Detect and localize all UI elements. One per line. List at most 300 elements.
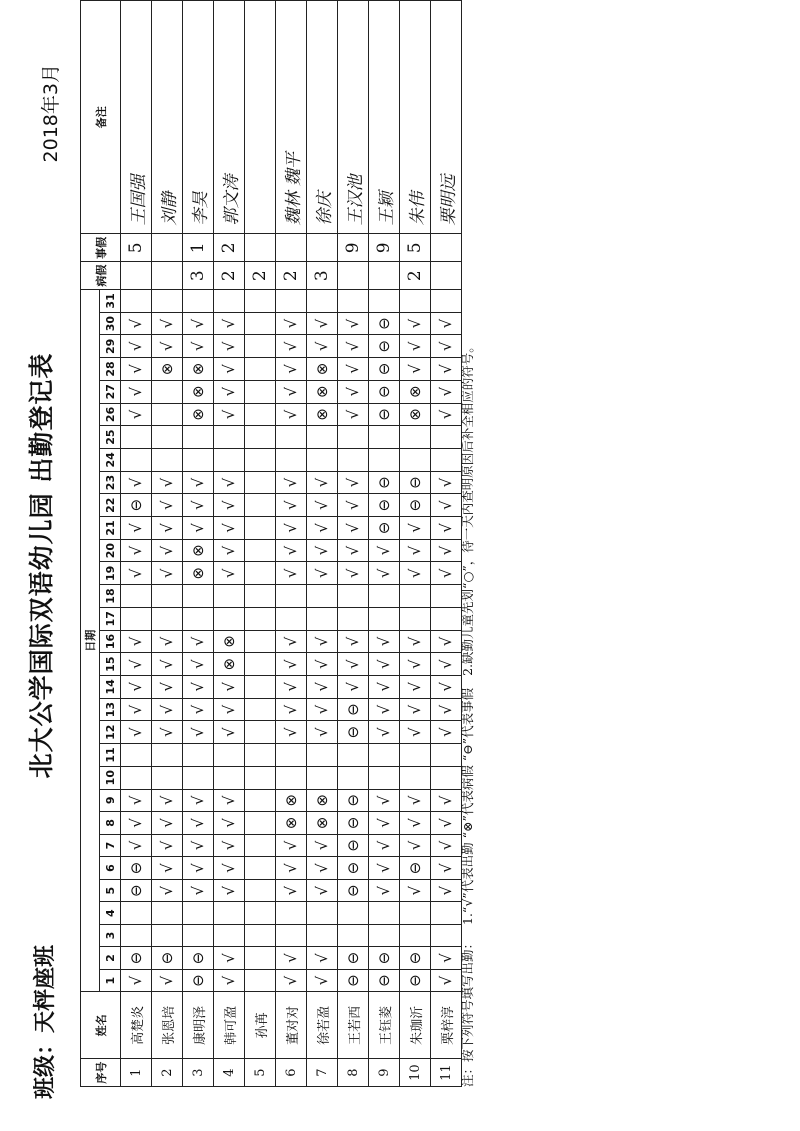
col-remark-header: 备注	[81, 1, 121, 234]
attendance-mark: √	[338, 653, 369, 676]
row-index: 11	[431, 1059, 462, 1087]
attendance-mark: √	[276, 653, 307, 676]
attendance-mark: ⊖	[338, 789, 369, 812]
attendance-mark: √	[121, 834, 152, 857]
day-header: 11	[100, 744, 121, 767]
attendance-mark	[183, 902, 214, 924]
col-personal-header: 事假	[81, 234, 121, 262]
attendance-mark	[245, 426, 276, 449]
attendance-mark: ⊖	[338, 721, 369, 744]
attendance-mark: √	[121, 312, 152, 335]
attendance-mark	[276, 448, 307, 471]
student-name: 张恩培	[152, 992, 183, 1059]
table-row	[369, 1, 400, 1087]
sick-leave-count	[369, 262, 400, 290]
attendance-mark: √	[214, 721, 245, 744]
attendance-mark	[214, 924, 245, 946]
remark-signature: 李昊	[183, 1, 214, 234]
attendance-mark: ⊖	[369, 471, 400, 494]
day-header: 18	[100, 585, 121, 608]
attendance-mark: √	[369, 812, 400, 835]
table-row	[431, 1, 462, 1087]
attendance-mark: ⊖	[121, 857, 152, 880]
attendance-mark	[245, 857, 276, 880]
attendance-mark: √	[121, 539, 152, 562]
attendance-mark: √	[121, 358, 152, 381]
attendance-mark	[307, 585, 338, 608]
attendance-mark	[245, 403, 276, 426]
footnote	[458, 37, 476, 1087]
attendance-mark	[245, 924, 276, 946]
attendance-mark: √	[431, 947, 462, 970]
attendance-mark: ⊖	[183, 947, 214, 970]
attendance-mark	[245, 721, 276, 744]
attendance-mark: √	[121, 676, 152, 699]
attendance-mark	[431, 766, 462, 789]
attendance-mark	[245, 766, 276, 789]
attendance-mark	[338, 766, 369, 789]
attendance-mark: ⊖	[338, 857, 369, 880]
attendance-mark: √	[183, 653, 214, 676]
attendance-mark: √	[307, 857, 338, 880]
attendance-mark: √	[214, 403, 245, 426]
attendance-mark: √	[431, 539, 462, 562]
attendance-mark: √	[276, 403, 307, 426]
attendance-mark	[245, 698, 276, 721]
attendance-mark	[183, 607, 214, 630]
attendance-mark	[152, 902, 183, 924]
sick-leave-count	[338, 262, 369, 290]
personal-leave-count	[276, 234, 307, 262]
attendance-mark: √	[338, 403, 369, 426]
attendance-mark: √	[338, 630, 369, 653]
remark-signature: 朱伟	[400, 1, 431, 234]
personal-leave-count: 1	[183, 234, 214, 262]
attendance-mark: √	[338, 312, 369, 335]
attendance-mark	[152, 403, 183, 426]
attendance-mark	[307, 902, 338, 924]
col-name-header: 姓名	[81, 992, 121, 1059]
attendance-mark: √	[307, 335, 338, 358]
attendance-mark: √	[276, 698, 307, 721]
day-header: 14	[100, 676, 121, 699]
attendance-mark	[152, 924, 183, 946]
attendance-mark: √	[183, 471, 214, 494]
attendance-mark	[214, 766, 245, 789]
attendance-mark: √	[307, 494, 338, 517]
attendance-mark: ⊗	[183, 403, 214, 426]
sick-leave-count: 2	[214, 262, 245, 290]
day-header: 10	[100, 766, 121, 789]
attendance-mark: √	[214, 879, 245, 902]
remark-signature: 魏林 魏平	[276, 1, 307, 234]
attendance-mark: √	[369, 789, 400, 812]
table-row	[121, 1, 152, 1087]
attendance-mark: √	[152, 969, 183, 992]
attendance-mark: ⊖	[400, 471, 431, 494]
attendance-mark	[245, 562, 276, 585]
attendance-mark: √	[431, 857, 462, 880]
attendance-mark	[245, 834, 276, 857]
attendance-table	[80, 0, 462, 1087]
student-name: 康明泽	[183, 992, 214, 1059]
personal-leave-count	[307, 234, 338, 262]
attendance-mark: √	[276, 879, 307, 902]
attendance-mark: √	[152, 539, 183, 562]
student-name: 朱珈沂	[400, 992, 431, 1059]
attendance-mark: √	[431, 721, 462, 744]
attendance-mark: ⊖	[400, 494, 431, 517]
attendance-mark	[307, 924, 338, 946]
attendance-mark	[245, 902, 276, 924]
day-header: 26	[100, 403, 121, 426]
table-row	[245, 1, 276, 1087]
attendance-mark	[369, 426, 400, 449]
attendance-mark	[245, 812, 276, 835]
row-index: 9	[369, 1059, 400, 1087]
attendance-mark	[245, 630, 276, 653]
attendance-mark: √	[369, 834, 400, 857]
attendance-mark: √	[121, 335, 152, 358]
attendance-mark: √	[400, 721, 431, 744]
attendance-mark	[400, 290, 431, 313]
day-header: 19	[100, 562, 121, 585]
personal-leave-count: 5	[121, 234, 152, 262]
attendance-mark: √	[183, 812, 214, 835]
attendance-mark	[307, 607, 338, 630]
col-index-header: 序号	[81, 1059, 121, 1087]
attendance-mark	[369, 448, 400, 471]
attendance-mark	[276, 924, 307, 946]
attendance-mark: √	[431, 358, 462, 381]
attendance-mark: √	[214, 539, 245, 562]
attendance-mark: √	[400, 562, 431, 585]
attendance-mark	[245, 653, 276, 676]
personal-leave-count	[431, 234, 462, 262]
note-item-2: 2.缺勤儿童先划“○”，待一天内查明原因后补全相应的符号。	[460, 340, 475, 676]
attendance-mark	[245, 744, 276, 767]
attendance-mark	[214, 585, 245, 608]
attendance-mark	[183, 744, 214, 767]
attendance-mark: √	[121, 812, 152, 835]
attendance-mark: ⊖	[400, 969, 431, 992]
attendance-mark: √	[369, 879, 400, 902]
attendance-mark: √	[431, 471, 462, 494]
attendance-mark: √	[183, 721, 214, 744]
attendance-mark: √	[152, 335, 183, 358]
attendance-mark: √	[338, 562, 369, 585]
attendance-mark	[431, 744, 462, 767]
attendance-mark	[152, 744, 183, 767]
attendance-mark	[245, 879, 276, 902]
attendance-mark: √	[214, 312, 245, 335]
row-index: 6	[276, 1059, 307, 1087]
table-row	[307, 1, 338, 1087]
attendance-mark: √	[276, 539, 307, 562]
attendance-mark: √	[338, 471, 369, 494]
attendance-mark: √	[121, 562, 152, 585]
attendance-mark: √	[307, 630, 338, 653]
attendance-mark	[307, 290, 338, 313]
attendance-mark: √	[400, 358, 431, 381]
attendance-mark: √	[400, 539, 431, 562]
attendance-mark	[245, 448, 276, 471]
attendance-mark	[121, 290, 152, 313]
attendance-mark	[276, 902, 307, 924]
attendance-mark: √	[400, 698, 431, 721]
attendance-mark: √	[214, 471, 245, 494]
attendance-mark	[400, 426, 431, 449]
attendance-mark	[245, 471, 276, 494]
remark-signature: 王汉池	[338, 1, 369, 234]
attendance-mark: √	[369, 630, 400, 653]
attendance-mark: √	[338, 380, 369, 403]
attendance-mark	[369, 585, 400, 608]
attendance-mark: ⊖	[369, 517, 400, 540]
day-header: 6	[100, 857, 121, 880]
attendance-mark: ⊖	[369, 380, 400, 403]
attendance-mark	[307, 744, 338, 767]
attendance-mark: √	[152, 789, 183, 812]
attendance-mark	[183, 290, 214, 313]
attendance-mark: √	[214, 358, 245, 381]
attendance-mark	[338, 426, 369, 449]
attendance-mark	[431, 426, 462, 449]
attendance-mark: √	[276, 857, 307, 880]
day-header: 24	[100, 448, 121, 471]
attendance-mark	[121, 744, 152, 767]
attendance-mark	[245, 290, 276, 313]
attendance-mark: √	[121, 630, 152, 653]
sick-leave-count: 2	[276, 262, 307, 290]
attendance-mark: √	[400, 312, 431, 335]
attendance-mark: ⊗	[307, 358, 338, 381]
day-header: 5	[100, 879, 121, 902]
row-index: 3	[183, 1059, 214, 1087]
day-header: 8	[100, 812, 121, 835]
attendance-mark: ⊖	[338, 969, 369, 992]
remark-signature	[245, 1, 276, 234]
attendance-mark: √	[214, 494, 245, 517]
attendance-mark: √	[152, 471, 183, 494]
day-header: 16	[100, 630, 121, 653]
attendance-mark: ⊖	[121, 879, 152, 902]
student-name: 孙苒	[245, 992, 276, 1059]
attendance-mark: √	[400, 653, 431, 676]
attendance-mark	[400, 924, 431, 946]
day-header: 7	[100, 834, 121, 857]
attendance-mark: ⊗	[183, 539, 214, 562]
attendance-mark	[338, 744, 369, 767]
attendance-mark: √	[338, 494, 369, 517]
attendance-mark: √	[431, 630, 462, 653]
student-name: 栗梓淳	[431, 992, 462, 1059]
attendance-mark: √	[400, 812, 431, 835]
attendance-mark	[431, 585, 462, 608]
sick-leave-count	[431, 262, 462, 290]
remark-signature: 徐庆	[307, 1, 338, 234]
attendance-mark: √	[276, 380, 307, 403]
attendance-mark	[431, 902, 462, 924]
attendance-mark	[307, 426, 338, 449]
attendance-mark	[369, 924, 400, 946]
table-row	[338, 1, 369, 1087]
class-label: 班级：	[33, 1032, 58, 1099]
row-index: 1	[121, 1059, 152, 1087]
table-row	[400, 1, 431, 1087]
attendance-mark: √	[183, 517, 214, 540]
attendance-mark	[245, 969, 276, 992]
remark-signature: 郭文涛	[214, 1, 245, 234]
attendance-mark: ⊖	[338, 947, 369, 970]
day-header: 4	[100, 902, 121, 924]
attendance-mark: √	[152, 676, 183, 699]
attendance-mark: √	[276, 721, 307, 744]
sick-leave-count: 3	[183, 262, 214, 290]
attendance-mark: √	[276, 834, 307, 857]
attendance-mark: √	[214, 380, 245, 403]
table-row	[152, 1, 183, 1087]
student-name: 高楚炎	[121, 992, 152, 1059]
row-index: 4	[214, 1059, 245, 1087]
attendance-mark: √	[431, 879, 462, 902]
remark-signature: 王颖	[369, 1, 400, 234]
attendance-mark	[245, 358, 276, 381]
attendance-mark: ⊖	[338, 834, 369, 857]
attendance-mark: ⊖	[369, 312, 400, 335]
attendance-mark: √	[307, 721, 338, 744]
attendance-mark	[152, 448, 183, 471]
student-name: 韩可盈	[214, 992, 245, 1059]
attendance-mark	[183, 924, 214, 946]
attendance-mark: √	[369, 562, 400, 585]
attendance-mark	[183, 426, 214, 449]
table-row	[183, 1, 214, 1087]
attendance-mark: √	[307, 879, 338, 902]
attendance-mark: √	[431, 494, 462, 517]
day-header: 25	[100, 426, 121, 449]
attendance-mark: √	[152, 494, 183, 517]
day-header: 21	[100, 517, 121, 540]
class-name: 天枰座班	[33, 944, 58, 1033]
attendance-mark	[307, 766, 338, 789]
day-header: 30	[100, 312, 121, 335]
day-header: 31	[100, 290, 121, 313]
day-header: 27	[100, 380, 121, 403]
attendance-mark: √	[276, 471, 307, 494]
attendance-mark: √	[276, 494, 307, 517]
attendance-mark: √	[214, 947, 245, 970]
attendance-mark: ⊗	[183, 562, 214, 585]
attendance-mark	[152, 426, 183, 449]
attendance-mark	[121, 766, 152, 789]
attendance-mark: √	[276, 630, 307, 653]
attendance-mark: √	[307, 312, 338, 335]
attendance-mark	[121, 426, 152, 449]
attendance-mark: √	[152, 698, 183, 721]
personal-leave-count: 9	[369, 234, 400, 262]
attendance-mark: √	[183, 630, 214, 653]
attendance-mark	[245, 380, 276, 403]
attendance-mark: √	[431, 653, 462, 676]
attendance-mark: ⊖	[369, 335, 400, 358]
attendance-mark: √	[121, 653, 152, 676]
remark-signature: 刘静	[152, 1, 183, 234]
attendance-mark	[338, 448, 369, 471]
attendance-mark: √	[400, 834, 431, 857]
attendance-mark: √	[152, 653, 183, 676]
attendance-mark	[338, 607, 369, 630]
attendance-mark	[431, 290, 462, 313]
attendance-mark: √	[121, 471, 152, 494]
day-header: 3	[100, 924, 121, 946]
row-index: 7	[307, 1059, 338, 1087]
sick-leave-count: 2	[245, 262, 276, 290]
attendance-mark	[214, 744, 245, 767]
attendance-mark: √	[214, 676, 245, 699]
attendance-mark	[152, 380, 183, 403]
attendance-mark: √	[338, 676, 369, 699]
day-header: 22	[100, 494, 121, 517]
attendance-mark: √	[369, 857, 400, 880]
attendance-mark: √	[276, 312, 307, 335]
personal-leave-count: 5	[400, 234, 431, 262]
attendance-mark: ⊗	[276, 789, 307, 812]
attendance-mark	[152, 290, 183, 313]
attendance-mark	[245, 335, 276, 358]
attendance-mark: ⊖	[338, 812, 369, 835]
student-name: 董对对	[276, 992, 307, 1059]
attendance-mark: √	[121, 969, 152, 992]
day-header: 28	[100, 358, 121, 381]
attendance-mark: √	[307, 517, 338, 540]
attendance-mark: √	[121, 403, 152, 426]
attendance-mark: √	[183, 676, 214, 699]
attendance-mark: √	[307, 969, 338, 992]
attendance-mark: √	[307, 471, 338, 494]
attendance-mark: √	[214, 834, 245, 857]
attendance-mark	[400, 766, 431, 789]
attendance-mark: √	[183, 857, 214, 880]
attendance-mark	[338, 902, 369, 924]
attendance-mark: √	[400, 630, 431, 653]
attendance-mark: √	[369, 676, 400, 699]
attendance-mark: √	[276, 676, 307, 699]
attendance-mark	[152, 766, 183, 789]
sick-leave-count: 2	[400, 262, 431, 290]
attendance-mark: √	[214, 335, 245, 358]
attendance-mark: ⊗	[307, 812, 338, 835]
student-name: 徐若盈	[307, 992, 338, 1059]
attendance-mark: √	[307, 698, 338, 721]
attendance-mark: √	[214, 857, 245, 880]
note-item-1: 1.“√”代表出勤 “⊗”代表病假 “⊖”代表事假	[460, 687, 475, 925]
attendance-mark: √	[307, 562, 338, 585]
attendance-mark	[369, 290, 400, 313]
attendance-mark: √	[152, 517, 183, 540]
attendance-mark: √	[338, 335, 369, 358]
attendance-mark: √	[121, 789, 152, 812]
attendance-mark: ⊗	[307, 380, 338, 403]
attendance-mark: √	[152, 812, 183, 835]
attendance-mark	[183, 766, 214, 789]
attendance-mark: √	[183, 789, 214, 812]
attendance-mark: √	[307, 539, 338, 562]
attendance-mark: ⊖	[369, 494, 400, 517]
attendance-mark: √	[183, 879, 214, 902]
note-lead: 注：按下列符号填写出勤：	[460, 936, 475, 1087]
attendance-mark: √	[276, 517, 307, 540]
